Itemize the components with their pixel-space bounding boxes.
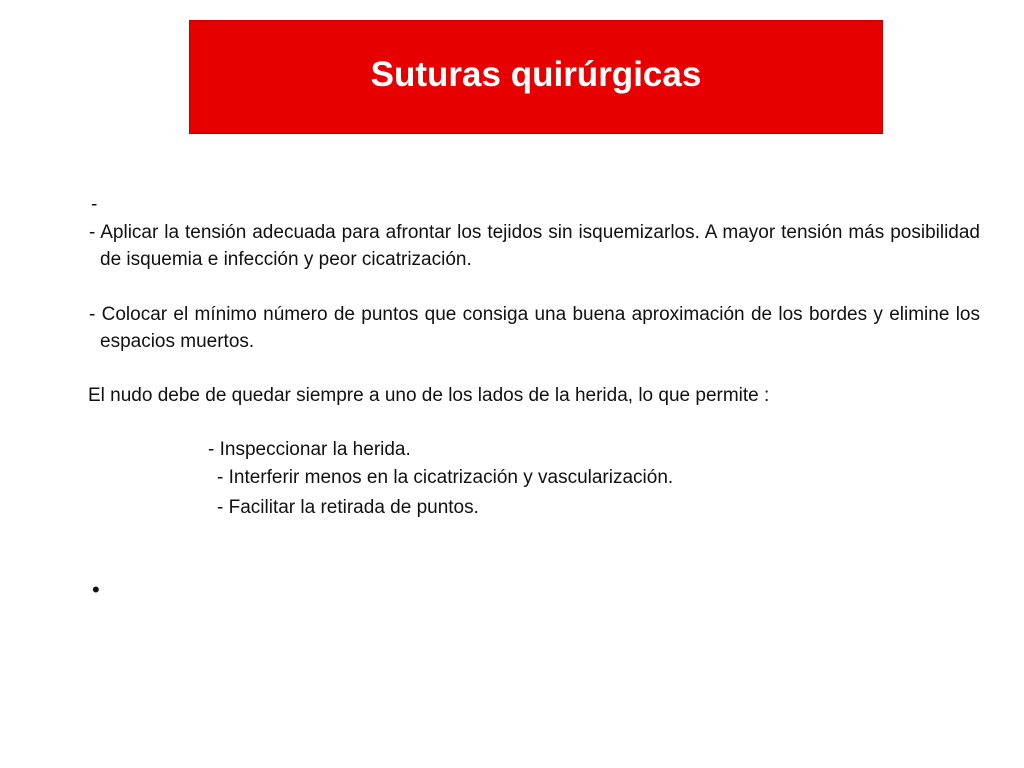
benefit-item: - Inspeccionar la herida. — [208, 439, 411, 460]
point-tension: - Aplicar la tensión adecuada para afrontar los tejidos sin isquemizarlos. A mayor tensión más posibilidad de isquemia e infección y peor cicatrización. — [89, 222, 980, 270]
benefit-item: - Interferir menos en la cicatrización y vascularización. — [217, 467, 674, 488]
knot-statement: El nudo debe de quedar siempre a uno de los lados de la herida, lo que permite : — [88, 385, 770, 406]
lead-dash: - — [91, 194, 98, 215]
title-banner — [189, 20, 883, 134]
benefit-item: - Facilitar la retirada de puntos. — [217, 497, 479, 518]
slide-title: Suturas quirúrgicas — [370, 55, 702, 94]
point-minimum-stitches: - Colocar el mínimo número de puntos que consiga una buena aproximación de los bordes y elimine los espacios muertos. — [89, 304, 980, 352]
empty-bullet: • — [92, 577, 100, 602]
